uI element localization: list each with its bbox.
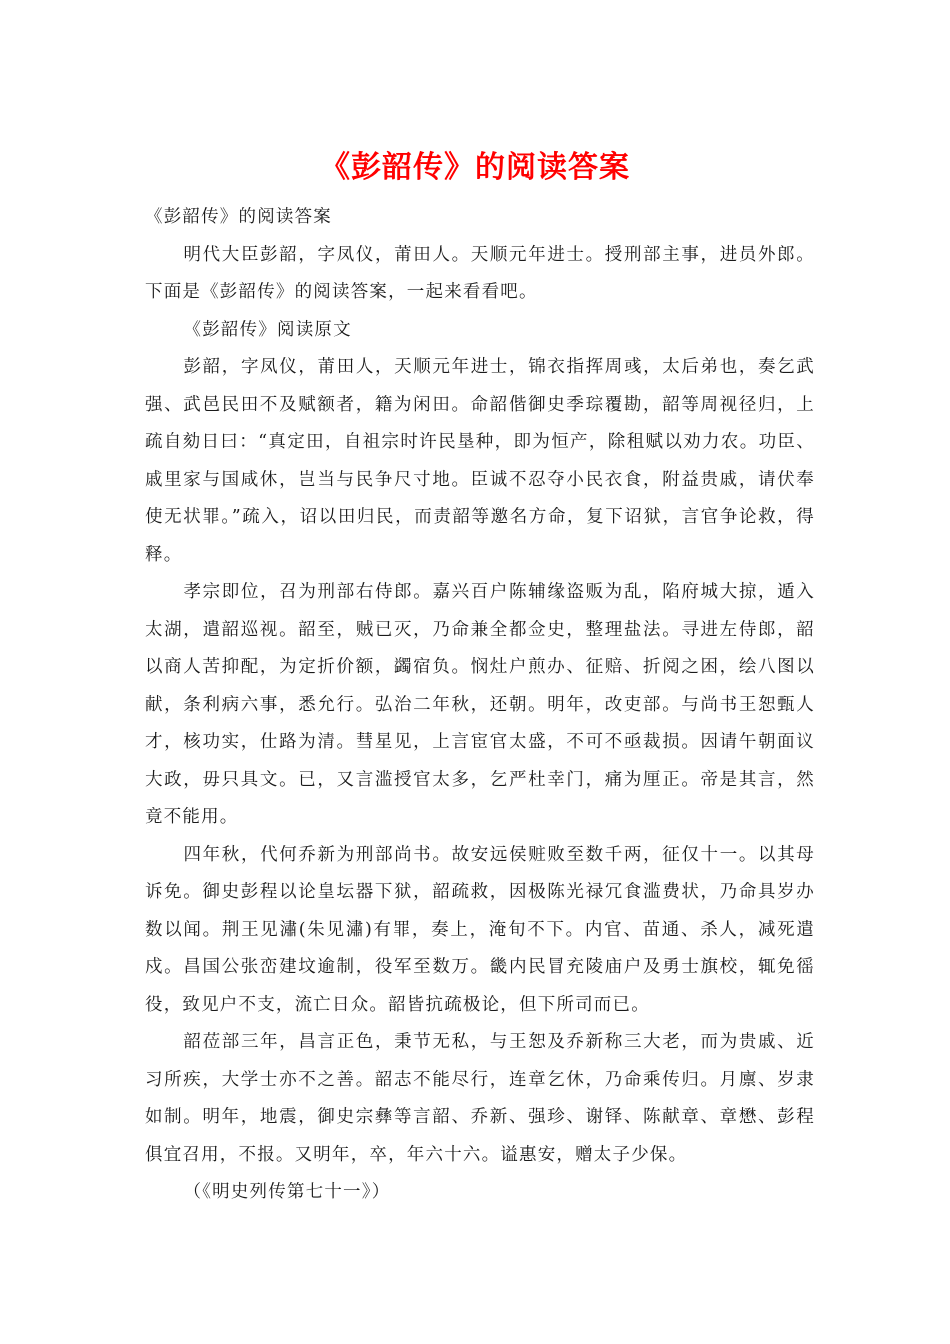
text-paragraph: 韶莅部三年，昌言正色，秉节无私，与王恕及乔新称三大老，而为贵戚、近习所疾，大学士亦不之善。韶志不能尽行，连章乞休，乃命乘传归。月廪、岁隶如制。明年，地震，御史宗彝等言韶、乔新、强珍、谢铎、陈献章、章懋、彭程俱宜召用，不报。又明年，卒，年六十六。谥惠安，赠太子少保。: [145, 1032, 815, 1165]
text-paragraph: 孝宗即位，召为刑部右侍郎。嘉兴百户陈辅缘盗贩为乱，陷府城大掠，遁入太湖，遣韶巡视。韶至，贼已灭，乃命兼全都佥史，整理盐法。寻进左侍郎，韶以商人苦抑配，为定折价额，蠲宿负。悯灶户煎办、征赔、折阅之困，绘八图以献，条利病六事，悉允行。弘治二年秋，还朝。明年，改吏部。与尚书王恕甄人才，核功实，仕路为清。彗星见，上言宦官太盛，不可不亟裁损。因请午朝面议大政，毋只具文。已，又言滥授官太多，乞严杜幸门，痛为厘正。帝是其言，然竟不能用。: [145, 582, 815, 827]
source-citation: （《明史列传第七十一》）: [183, 1182, 391, 1202]
article-body: [145, 199, 815, 1212]
text-paragraph: 四年秋，代何乔新为刑部尚书。故安远侯赃败至数千两，征仅十一。以其母诉免。御史彭程以论皇坛器下狱，韶疏救，因极陈光禄冗食滥费状，乃命具岁办数以闻。荆王见潚(朱见潚)有罪，奏上，淹旬不下。内官、苗通、杀人，减死遣戍。昌国公张峦建坟逾制，役军至数万。畿内民冒充陵庙户及勇士旗校，辄免徭役，致见户不支，流亡日众。韶皆抗疏极论，但下所司而已。: [145, 844, 815, 1015]
subtitle-line: 《彭韶传》的阅读答案: [145, 207, 332, 227]
page-title: 《彭韶传》的阅读答案: [320, 150, 630, 185]
text-paragraph: 彭韶，字凤仪，莆田人，天顺元年进士，锦衣指挥周彧，太后弟也，奏乞武强、武邑民田不及赋额者，籍为闲田。命韶偕御史季琮覆勘，韶等周视径归，上疏自劾日曰：“真定田，自祖宗时许民垦种，即为恒产，除租赋以劝力农。功臣、戚里家与国咸休，岂当与民争尺寸地。臣诚不忍夺小民衣食，附益贵戚，请伏奉使无状罪。”疏入，诏以田归民，而责韶等邀名方命，复下诏狱，言官争论救，得释。: [145, 357, 815, 565]
intro-paragraph: 明代大臣彭韶，字凤仪，莆田人。天顺元年进士。授刑部主事，进员外郎。下面是《彭韶传》的阅读答案，一起来看看吧。: [145, 244, 815, 302]
section-heading: 《彭韶传》阅读原文: [183, 319, 352, 340]
